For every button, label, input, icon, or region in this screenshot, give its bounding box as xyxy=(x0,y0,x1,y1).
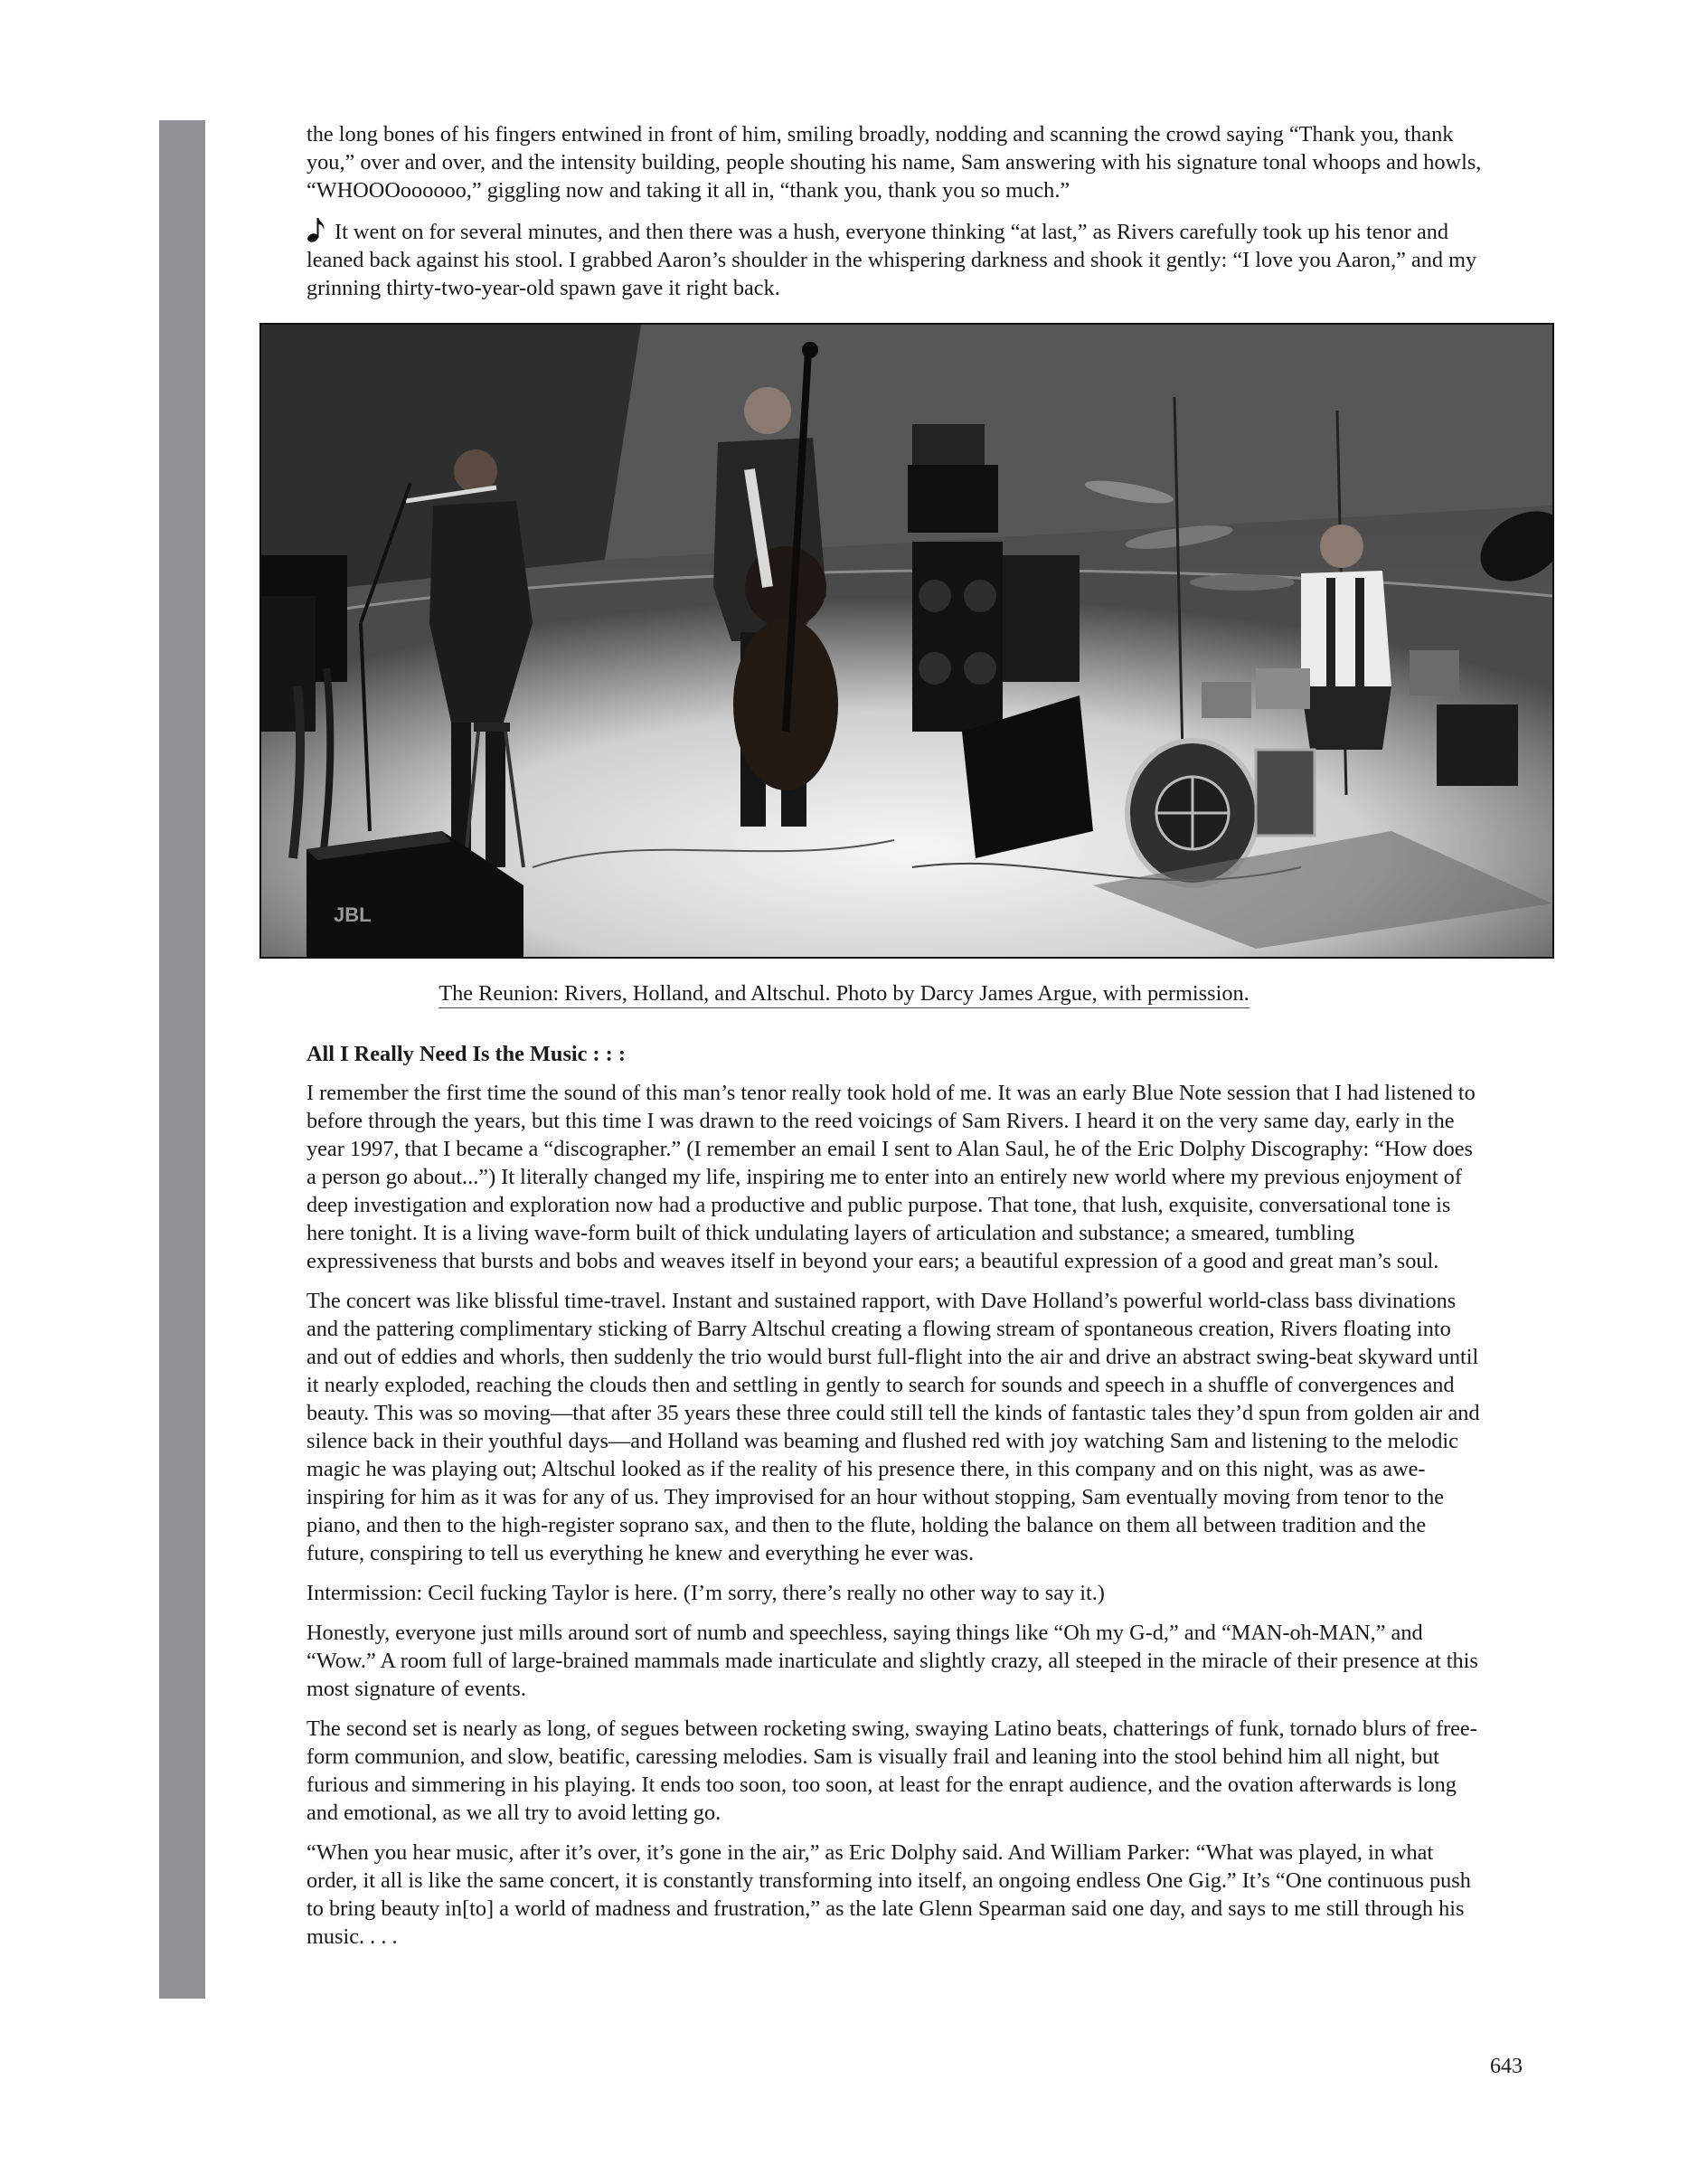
section-paragraph-1: I remember the first time the sound of this man’s tenor really took hold of me. It was an early Blue Note session that I had listened to before through the years, but this time I was drawn to the reed voicings of Sam Rivers. I heard it on the very same day, early in the year 1997, that I became a “discographer.” (I remember an email I sent to Alan Saul, he of the Eric Dolphy Discography: “How does a person go about...”) It literally changed my life, inspiring me to enter into an entirely new world where my previous enjoyment of deep investigation and exploration now had a productive and public purpose. That tone, that lush, exquisite, conversational tone is here tonight. It is a living wave-form built of thick undulating layers of articulation and substance; a smeared, tumbling expressiveness that bursts and bobs and weaves itself in beyond your ears; a beautiful expression of a good and great man’s soul. xyxy=(306,1081,1476,1273)
photo-caption xyxy=(0,979,1688,1007)
section-paragraph-4: Honestly, everyone just mills around sort of numb and speechless, saying things like “Oh my G-d,” and “MAN-oh-MAN,” and “Wow.” A room full of large-brained mammals made inarticulate and slightly crazy, all steeped in the miracle of their presence at this most signature of events. xyxy=(306,1621,1478,1701)
intro-paragraph-2-text: It went on for several minutes, and then there was a hush, everyone thinking “at last,” as Rivers carefully took up his tenor and leaned back against his stool. I grabbed Aaron’s shoulder in the whispering darkness and shook it gently: “I love you Aaron,” and my grinning thirty-two-year-old spawn gave it right back. xyxy=(306,220,1477,300)
concert-photo-illustration xyxy=(261,325,1552,957)
intro-text xyxy=(306,120,1482,314)
concert-photo xyxy=(259,323,1554,959)
intro-paragraph-1: the long bones of his fingers entwined in front of him, smiling broadly, nodding and scanning the crowd saying “Thank you, thank you,” over and over, and the intensity building, people shouting his name, Sam answering with his signature tonal whoops and howls, “WHOOOoooooo,” giggling now and taking it all in, “thank you, thank you so much.” xyxy=(306,122,1482,203)
section-paragraph-2: The concert was like blissful time-travel. Instant and sustained rapport, with Dave Holland’s powerful world-class bass divinations and the pattering complimentary sticking of Barry Altschul creating a flowing stream of spontaneous creation, Rivers floating into and out of eddies and whorls, then suddenly the trio would burst full-flight into the air and drive an abstract swing-beat skyward until it nearly exploded, reaching the clouds then and settling in gently to search for sounds and speech in a shuffle of convergences and beauty. This was so moving—that after 35 years these three could still tell the kinds of fantastic tales they’d spun from golden air and silence back in their youthful days—and Holland was beaming and flushed red with joy watching Sam and listening to the melodic magic he was playing out; Altschul looked as if the reality of his presence there, in this company and on this night, was as awe-inspiring for him as it was for any of us. They improvised for an hour without stopping, Sam eventually moving from tenor to the piano, and then to the high-register soprano sax, and then to the flute, holding the balance on them all between tradition and the future, conspiring to tell us everything he knew and everything he ever was. xyxy=(306,1289,1480,1565)
photo-caption-text: The Reunion: Rivers, Holland, and Altschul. Photo by Darcy James Argue, with permission. xyxy=(439,981,1249,1008)
section-heading: All I Really Need Is the Music : : : xyxy=(306,1042,626,1066)
section-paragraph-3: Intermission: Cecil fucking Taylor is here. (I’m sorry, there’s really no other way to say it.) xyxy=(306,1581,1105,1605)
music-note-icon xyxy=(306,216,326,243)
intro-paragraph-2 xyxy=(306,216,1482,302)
section-paragraph-6: “When you hear music, after it’s over, it’s gone in the air,” as Eric Dolphy said. And William Parker: “What was played, in what order, it all is like the same concert, it is constantly transforming into itself, an ongoing endless One Gig.” It’s “One continuous push to bring beauty in[to] a world of madness and frustration,” as the late Glenn Spearman said one day, and says to me still through his music. . . . xyxy=(306,1840,1471,1949)
music-section xyxy=(306,1040,1482,1962)
page-side-bar xyxy=(159,120,205,1999)
section-paragraph-5: The second set is nearly as long, of segues between rocketing swing, swaying Latino beats, chatterings of funk, tornado blurs of free-form communion, and slow, beatific, caressing melodies. Sam is visually frail and leaning into the stool behind him all night, but furious and simmering in his playing. It ends too soon, too soon, at least for the enrapt audience, and the ovation afterwards is long and emotional, as we all try to avoid letting go. xyxy=(306,1716,1477,1825)
page-number: 643 xyxy=(1490,2055,1523,2078)
speaker-label: JBL xyxy=(334,903,372,926)
